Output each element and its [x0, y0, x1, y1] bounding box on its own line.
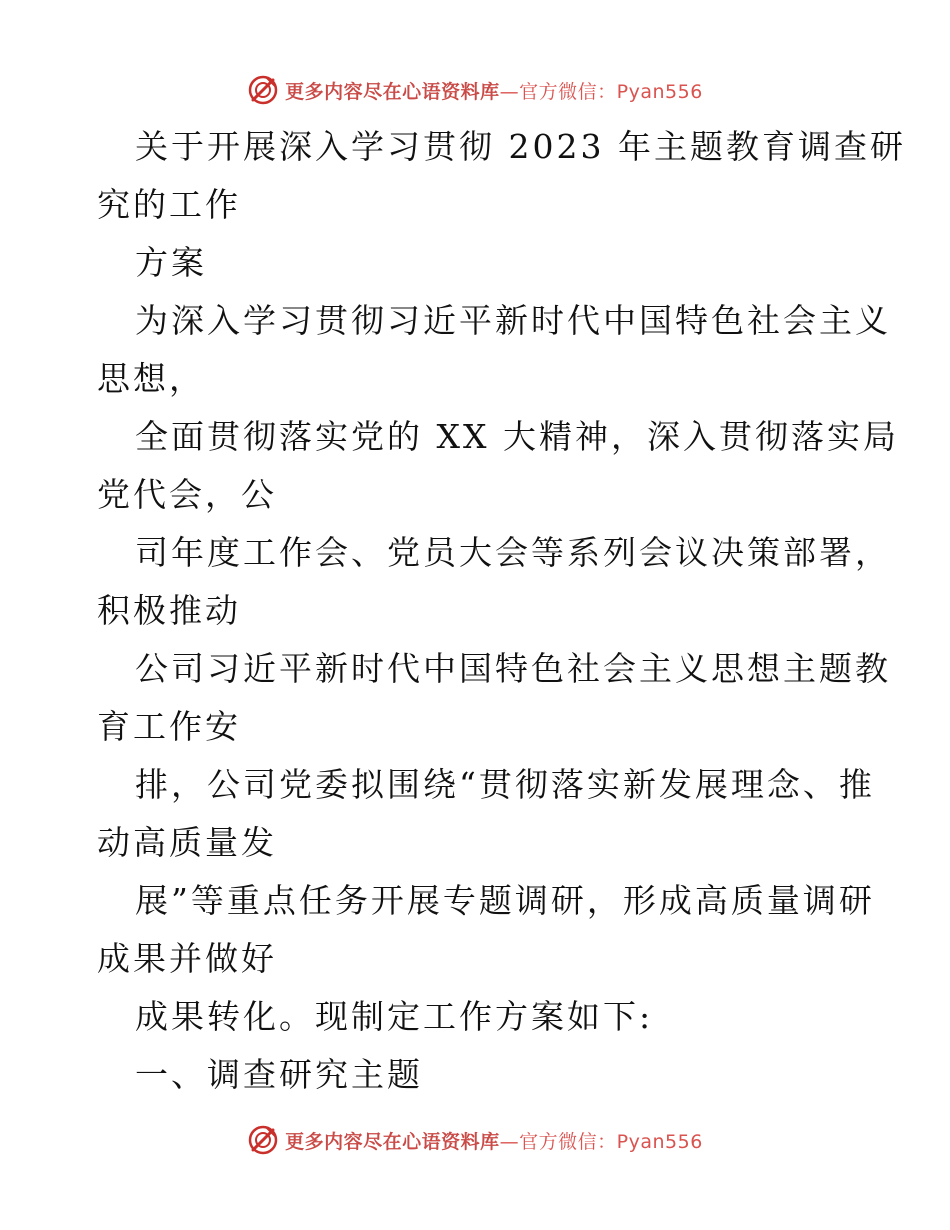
document-line: 究的工作: [97, 185, 241, 224]
red-seal-logo-icon: [247, 1124, 279, 1156]
document-line: 全面贯彻落实党的 XX 大精神，深入贯彻落实局: [135, 417, 899, 456]
banner-text: [285, 77, 703, 104]
banner-text-main: 更多内容尽在心语资料库: [285, 80, 500, 103]
document-line: 动高质量发: [97, 823, 277, 862]
banner-text: [285, 1127, 703, 1154]
red-seal-logo-icon: [247, 74, 279, 106]
footer-banner: [0, 1120, 950, 1160]
document-line: 展”等重点任务开展专题调研，形成高质量调研: [135, 881, 875, 920]
banner-text-main: 更多内容尽在心语资料库: [285, 1130, 500, 1153]
document-line: 思想，: [97, 359, 205, 398]
document-line: 成果转化。现制定工作方案如下:: [135, 997, 654, 1036]
document-line: 司年度工作会、党员大会等系列会议决策部署，: [135, 533, 891, 572]
header-banner: [0, 70, 950, 110]
document-body: [97, 118, 906, 1104]
banner-text-sep: —: [499, 1130, 520, 1153]
document-line: 公司习近平新时代中国特色社会主义思想主题教: [135, 649, 891, 688]
document-line: 成果并做好: [97, 939, 277, 978]
document-line: 党代会，公: [97, 475, 277, 514]
document-line: 排，公司党委拟围绕“贯彻落实新发展理念、推: [135, 765, 875, 804]
banner-text-wechat: 官方微信：Pyan556: [519, 1130, 703, 1153]
document-line: 为深入学习贯彻习近平新时代中国特色社会主义: [135, 301, 891, 340]
banner-text-sep: —: [499, 80, 520, 103]
document-line: 关于开展深入学习贯彻 2023 年主题教育调查研: [135, 127, 906, 166]
document-line: 方案: [135, 243, 207, 282]
document-line: 育工作安: [97, 707, 241, 746]
section-heading: 一、调查研究主题: [135, 1055, 423, 1094]
document-line: 积极推动: [97, 591, 241, 630]
banner-text-wechat: 官方微信：Pyan556: [519, 80, 703, 103]
